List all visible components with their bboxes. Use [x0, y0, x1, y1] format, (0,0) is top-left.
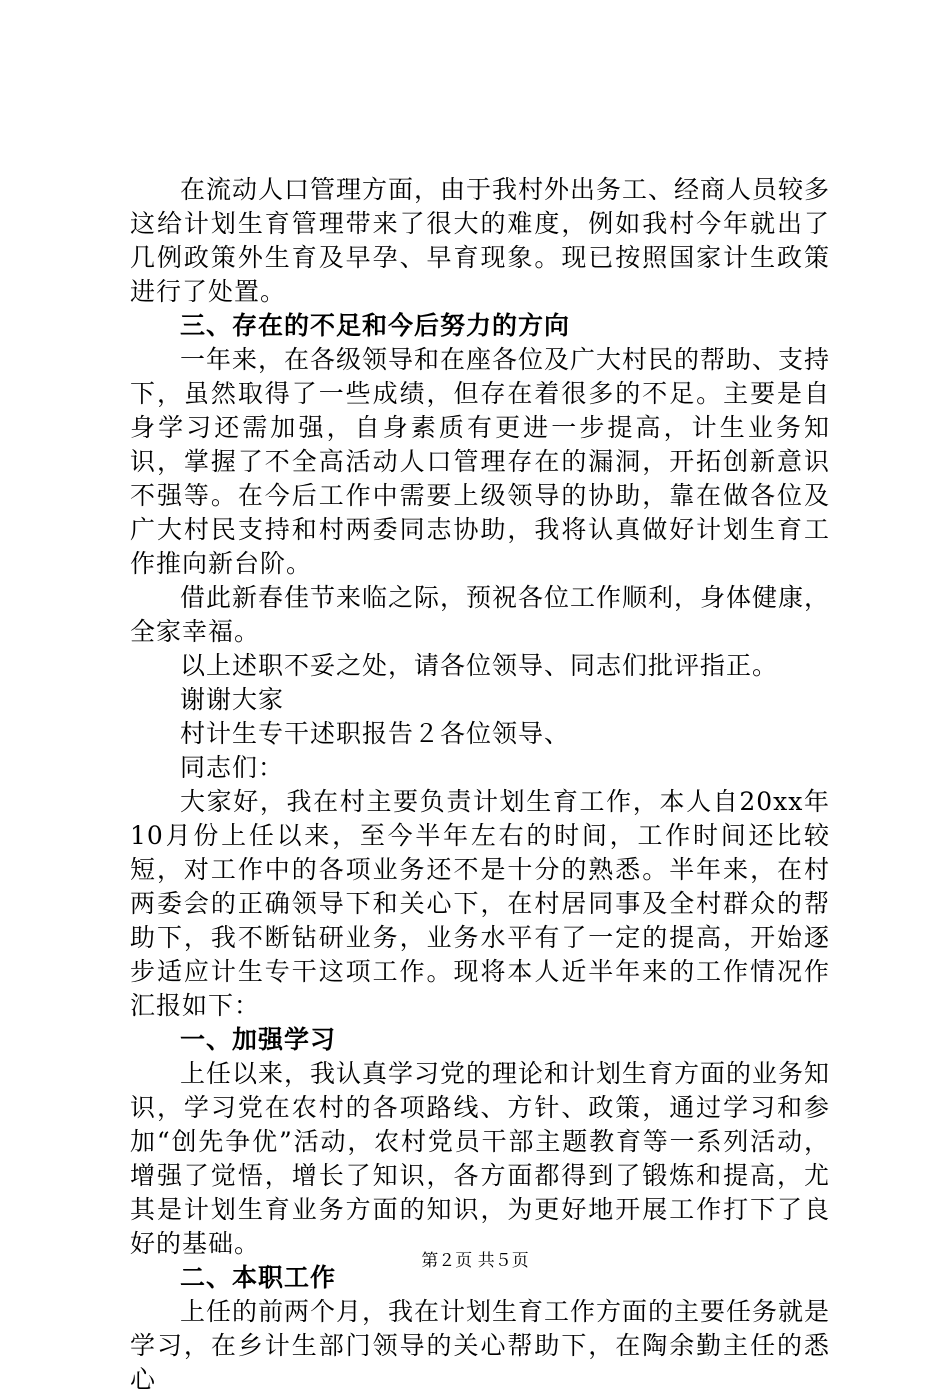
paragraph-greetings: 借此新春佳节来临之际，预祝各位工作顺利，身体健康，全家幸福。	[130, 583, 831, 646]
paragraph-floating-population: 在流动人口管理方面，由于我村外出务工、经商人员较多这给计划生育管理带来了很大的难度，例如我村今年就出了几例政策外生育及早孕、早育现象。现已按照国家计生政策进行了处置。	[130, 175, 831, 306]
paragraph-thanks: 谢谢大家	[180, 685, 285, 714]
document-body	[130, 173, 830, 1397]
section-heading-2: 二、本职工作	[180, 1263, 337, 1292]
section-heading-3: 三、存在的不足和今后努力的方向	[180, 311, 571, 340]
paragraph-duties: 上任的前两个月，我在计划生育工作方面的主要任务就是学习，在乡计生部门领导的关心帮助下，在陶余勤主任的悉心	[130, 1297, 831, 1394]
paragraph-shortcomings: 一年来，在各级领导和在座各位及广大村民的帮助、支持下，虽然取得了一些成绩，但存在着很多的不足。主要是自身学习还需加强，自身素质有更进一步提高，计生业务知识，掌握了不全高活动人口管理存在的漏洞，开拓创新意识不强等。在今后工作中需要上级领导的协助，靠在做各位及广大村民支持和村两委同志协助，我将认真做好计划生育工作推向新台阶。	[130, 345, 831, 578]
paragraph-closing: 以上述职不妥之处，请各位领导、同志们批评指正。	[180, 651, 779, 680]
page-footer: 第２页 共５页	[421, 1251, 529, 1271]
paragraph-intro: 大家好，我在村主要负责计划生育工作，本人自20xx年10月份上任以来，至今半年左右的时间，工作时间还比较短，对工作中的各项业务还不是十分的熟悉。半年来，在村两委会的正确领导下和关心下，在村居同事及全村群众的帮助下，我不断钻研业务，业务水平有了一定的提高，开始逐步适应计生专干这项工作。现将本人近半年来的工作情况作汇报如下：	[130, 787, 830, 1020]
salutation: 同志们：	[180, 753, 285, 782]
paragraph-study: 上任以来，我认真学习党的理论和计划生育方面的业务知识，学习党在农村的各项路线、方针、政策，通过学习和参加“创先争优”活动，农村党员干部主题教育等一系列活动，增强了觉悟，增长了知识，各方面都得到了锻炼和提高，尤其是计划生育业务方面的知识，为更好地开展工作打下了良好的基础。	[130, 1059, 831, 1258]
report-title-line: 村计生专干述职报告２各位领导、	[180, 719, 571, 748]
section-heading-1: 一、加强学习	[180, 1025, 337, 1054]
